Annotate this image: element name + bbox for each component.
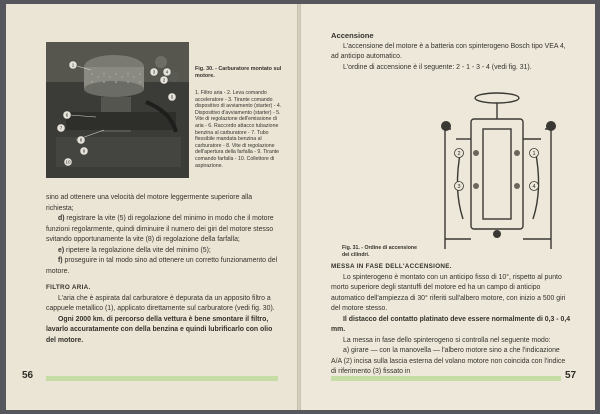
page-number: 56 xyxy=(22,370,34,381)
footer-accent-bar xyxy=(46,376,278,381)
filter-heading: FILTRO ARIA. xyxy=(46,284,91,291)
ignition-order-diagram xyxy=(431,89,567,251)
section-title: Accensione xyxy=(331,31,374,40)
paragraph: L'accensione del motore è a batteria con spinterogeno Bosch tipo VEA 4, ad anticipo automatico. xyxy=(331,42,566,60)
step-letter: e) xyxy=(58,246,65,254)
step-text: ripetere la regolazione della vite del minimo (5); xyxy=(64,246,211,254)
footer-accent-bar xyxy=(331,376,561,381)
photo-label: 4 xyxy=(165,69,169,75)
section-heading: MESSA IN FASE DELL'ACCENSIONE. xyxy=(331,263,452,270)
photo-label: 3 xyxy=(152,69,156,75)
photo-label: 6 xyxy=(65,112,69,118)
photo-label: 9 xyxy=(82,148,86,154)
photo-label: 7 xyxy=(59,125,63,131)
paragraph: sino ad ottenere una velocità del motore leggermente superiore alla richiesta; xyxy=(46,194,253,212)
paragraph: L'aria che è aspirata dal carburatore è depurata da un apposito filtro a cappuele metallico (1), applicato direttamente sul carburatore (vedi fig. 30). xyxy=(46,294,275,312)
figure-30-legend: 1. Filtro aria - 2. Leva comando acceleratore - 3. Tirante comando dispositivo di avviamento (starter) - 4. Dispositivo d'avviamento (starter) - 5. Vite di regolazione dell'emissione di aria - 6. Raccordo attacco tubazione benzina al carburatore - 7. Tubo flessibile mandata benzina al carburatore - 8. Vite di regolazione dell'apertura della farfalla - 9. Tirante comando farfalla - 10. Collettore di aspirazione. xyxy=(195,90,282,169)
photo-label: 10 xyxy=(65,159,71,165)
left-page xyxy=(6,4,297,410)
left-body-text xyxy=(46,193,278,346)
figure-31-caption: Fig. 31. - Ordine di accensione dei cilindri. xyxy=(342,245,417,258)
cylinder-label: 2 xyxy=(457,151,461,157)
photo-label: 5 xyxy=(170,94,174,100)
step-e xyxy=(46,246,278,257)
photo-label: 8 xyxy=(79,137,83,143)
paragraph: Lo spinterogeno è montato con un anticipo fisso di 10°, rispetto al punto morto superiore degli stantuffi del motore ed ha un campo di anticipo automatico dell'ampiezza di 30° riferiti sull'albero motore, con inizio a 500 giri del motore stesso. xyxy=(331,273,566,312)
page-number: 57 xyxy=(565,370,577,381)
step-letter: f) xyxy=(58,257,63,264)
step-text: proseguire in tal modo sino ad ottenere un corretto funzionamento del motore. xyxy=(46,257,278,275)
step-f xyxy=(46,256,278,277)
step-letter: d) xyxy=(58,215,65,222)
paragraph: La messa in fase dello spinterogeno si controlla nel seguente modo: xyxy=(343,336,551,344)
figure-30-caption xyxy=(195,66,287,169)
right-page xyxy=(301,4,595,410)
cylinder-label: 4 xyxy=(532,184,536,190)
figure-30-title: Fig. 30. - Carburatore montato sul motore. xyxy=(195,66,282,79)
right-intro-text xyxy=(331,31,571,73)
step-letter: a) xyxy=(343,347,350,354)
cylinder-label: 1 xyxy=(532,151,536,157)
paragraph-bold: Il distacco del contatto platinato deve essere normalmente di 0,3 - 0,4 mm. xyxy=(331,315,571,333)
paragraph-bold: Ogni 2000 km. di percorso della vettura è bene smontare il filtro, lavarlo accuratamente con della benzina e quindi lubrificarlo con olio del motore. xyxy=(46,315,273,344)
cylinder-label: 3 xyxy=(457,184,461,190)
step-text: registrare la vite (5) di regolazione del minimo in modo che il motore funzioni regolarmente, quindi diminuire il numero dei giri del motore stesso svitando opportunamente la vite (8) di regolazione della farfalla; xyxy=(46,215,274,243)
step-text: girare — con la manovella — l'albero motore sino a che l'indicazione A/A (2) incisa sulla lascia esterna del volano motore non coincida con l'indice di riferimento (3) fissato in xyxy=(331,347,566,375)
photo-label: 2 xyxy=(162,77,166,83)
step-a xyxy=(331,346,571,378)
carburetor-photo xyxy=(46,42,189,178)
right-body-text xyxy=(331,262,571,378)
step-d xyxy=(46,214,278,246)
photo-label: 1 xyxy=(71,62,75,68)
paragraph: L'ordine di accensione è il seguente: 2 - 1 - 3 - 4 (vedi fig. 31). xyxy=(343,63,532,71)
